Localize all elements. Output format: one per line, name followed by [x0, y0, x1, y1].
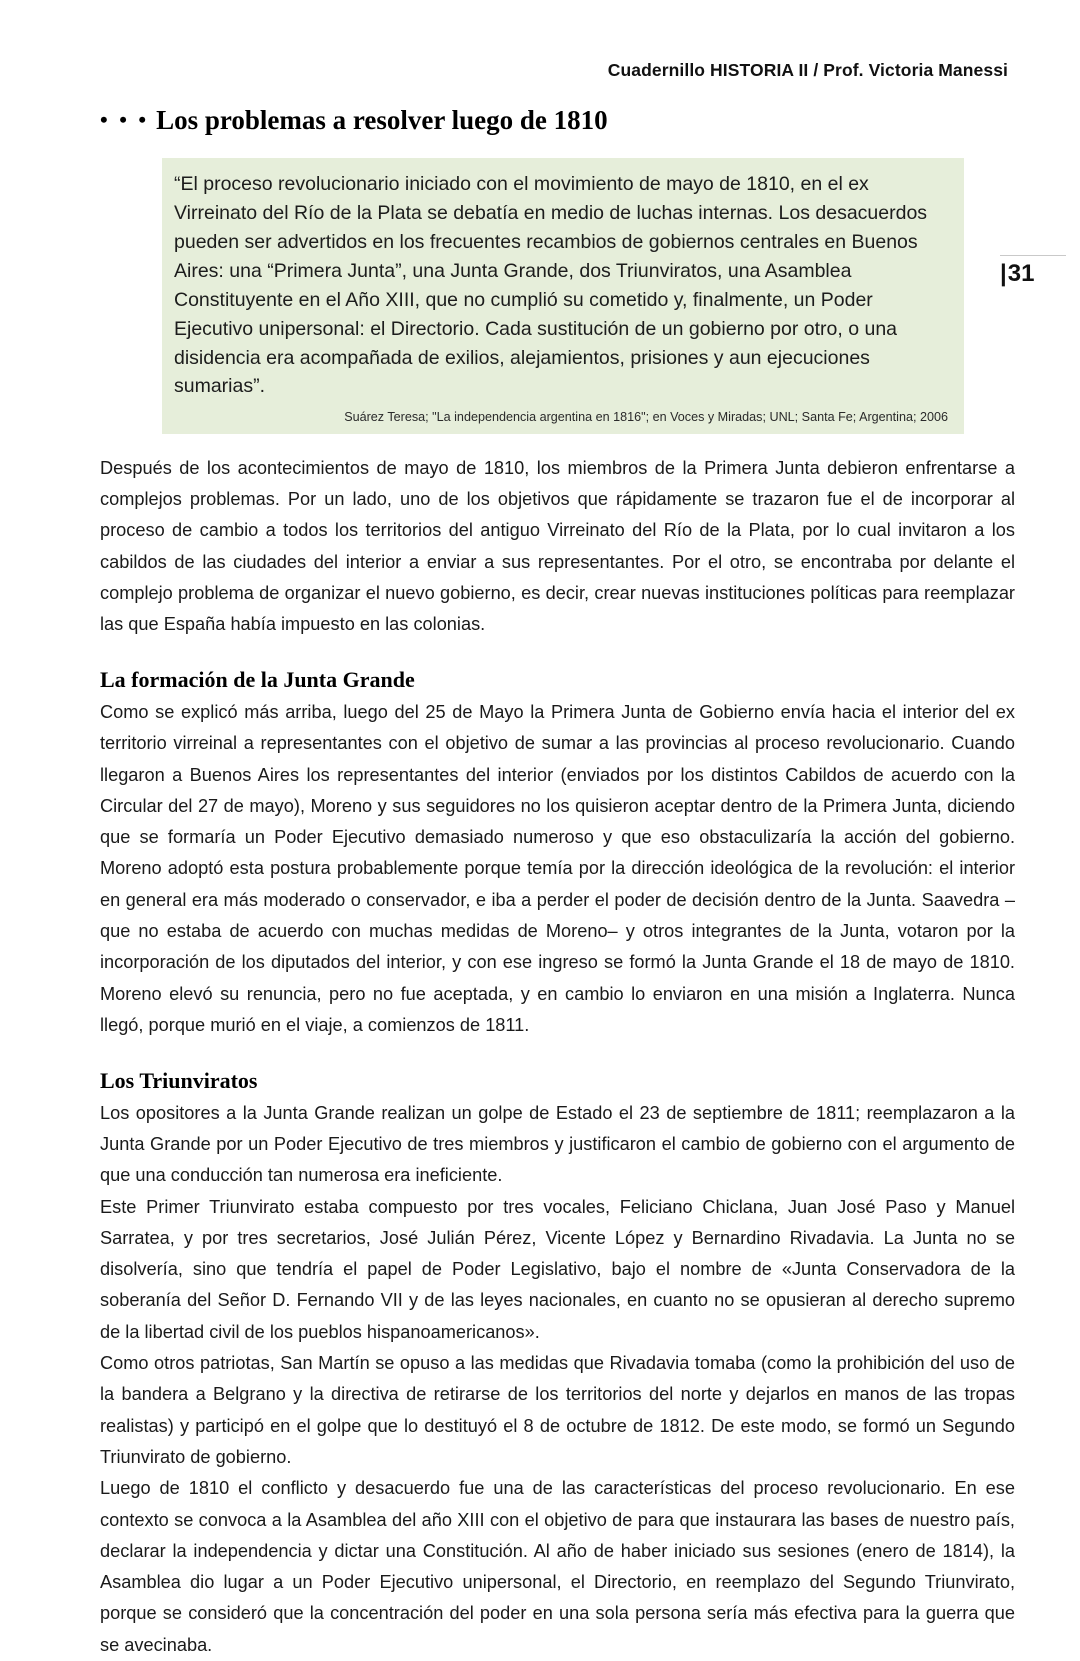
running-header: Cuadernillo HISTORIA II / Prof. Victoria Manessi [607, 60, 1008, 80]
section-paragraph: Este Primer Triunvirato estaba compuesto por tres vocales, Feliciano Chiclana, Juan José Paso y Manuel Sarratea, y por tres secretarios, José Julián Pérez, Vicente López y Bernardino Rivadavia. La Junta no se disolvería, sino que tendría el papel de Poder Legislativo, bajo el nombre de «Junta Conservadora de la soberanía del Señor D. Fernando VII y de las leyes nacionales, en cuanto no se opusieran al derecho supremo de la libertad civil de los pueblos hispanoamericanos». [100, 1196, 1015, 1342]
quote-source-citation: Suárez Teresa; "La independencia argentina en 1816"; en Voces y Miradas; UNL; Santa Fe; Argentina; 2006 [344, 410, 948, 425]
section-paragraph: Como otros patriotas, San Martín se opuso a las medidas que Rivadavia tomaba (como la prohibición del uso de la bandera a Belgrano y la directiva de retirarse de los territorios del norte y dejarlos en manos de las tropas realistas) y participó en el golpe que lo destituyó el 8 de octubre de 1812. De este modo, se formó un Segundo Triunvirato de gobierno. [100, 1353, 1015, 1467]
quote-callout-box [162, 158, 964, 433]
section-heading-junta-grande: La formación de la Junta Grande [100, 667, 415, 693]
section-paragraph: Luego de 1810 el conflicto y desacuerdo fue una de las características del proceso revolucionario. En ese contexto se convoca a la Asamblea del año XIII con el objetivo de para que instaurara las bases de nuestro país, declarar la independencia y dictar una Constitución. Al año de haber iniciado sus sesiones (enero de 1814), la Asamblea dio lugar a un Poder Ejecutivo unipersonal, el Directorio, en reemplazo del Segundo Triunvirato, porque se consideró que la concentración del poder en una sola persona sería más efectiva para la guerra que se avecinaba. [100, 1478, 1015, 1655]
page-marker-bar: | [1000, 260, 1007, 287]
page-title-text: Los problemas a resolver luego de 1810 [156, 105, 608, 135]
quote-text: “El proceso revolucionario iniciado con el movimiento de mayo de 1810, en el ex Virreinato del Río de la Plata se debatía en medio de luchas internas. Los desacuerdos pueden ser advertidos en los frecuentes recambios de gobiernos centrales en Buenos Aires: una “Primera Junta”, una Junta Grande, dos Triunviratos, una Asamblea Constituyente en el Año XIII, que no cumplió su cometido y, finalmente, un Poder Ejecutivo unipersonal: el Directorio. Cada sustitución de un gobierno por otro, o una disidencia era acompañada de exilios, alejamientos, prisiones y aun ejecuciones sumarias”. [174, 173, 928, 398]
section-paragraph: Como se explicó más arriba, luego del 25 de Mayo la Primera Junta de Gobierno envía hacia el interior del ex territorio virreinal a representantes con el objetivo de sumar a las provincias al proceso revolucionario. Cuando llegaron a Buenos Aires los representantes del interior (enviados por los distintos Cabildos de acuerdo con la Circular del 27 de mayo), Moreno y sus seguidores no los quisieron aceptar dentro de la Primera Junta, diciendo que se formaría un Poder Ejecutivo demasiado numeroso y que eso obstaculizaría la acción del gobierno. Moreno adoptó esta postura probablemente porque temía por la dirección ideológica de la revolución: el interior en general era más moderado o conservador, e iba a perder el poder de decisión dentro de la Junta. Saavedra –que no estaba de acuerdo con muchas medidas de Moreno– y otros integrantes de la Junta, votaron por la incorporación de los diputados del interior, y con ese ingreso se formó la Junta Grande el 18 de mayo de 1810. Moreno elevó su renuncia, pero no fue aceptada, y en cambio lo enviaron en una misión a Inglaterra. Nunca llegó, porque murió en el viaje, a comienzos de 1811. [100, 701, 1015, 1035]
intro-paragraph: Después de los acontecimientos de mayo de 1810, los miembros de la Primera Junta debieron enfrentarse a complejos problemas. Por un lado, uno de los objetivos que rápidamente se trazaron fue el de incorporar al proceso de cambio a todos los territorios del antiguo Virreinato del Río de la Plata, por lo cual invitaron a los cabildos de las ciudades del interior a enviar a sus representantes. Por el otro, se encontraba por delante el complejo problema de organizar el nuevo gobierno, es decir, crear nuevas instituciones políticas para reemplazar las que España había impuesto en las colonias. [100, 457, 1015, 635]
page-number-text: 31 [1007, 260, 1035, 287]
title-bullets-icon: • • • [100, 107, 150, 132]
section-heading-triunviratos: Los Triunviratos [100, 1068, 258, 1094]
page-title [100, 104, 1015, 136]
section-paragraph: Los opositores a la Junta Grande realizan un golpe de Estado el 23 de septiembre de 1811; reemplazaron a la Junta Grande por un Poder Ejecutivo de tres miembros y justificaron el cambio de gobierno con el argumento de que una conducción tan numerosa era ineficiente. [100, 1102, 1015, 1186]
document-content [100, 104, 1015, 1661]
